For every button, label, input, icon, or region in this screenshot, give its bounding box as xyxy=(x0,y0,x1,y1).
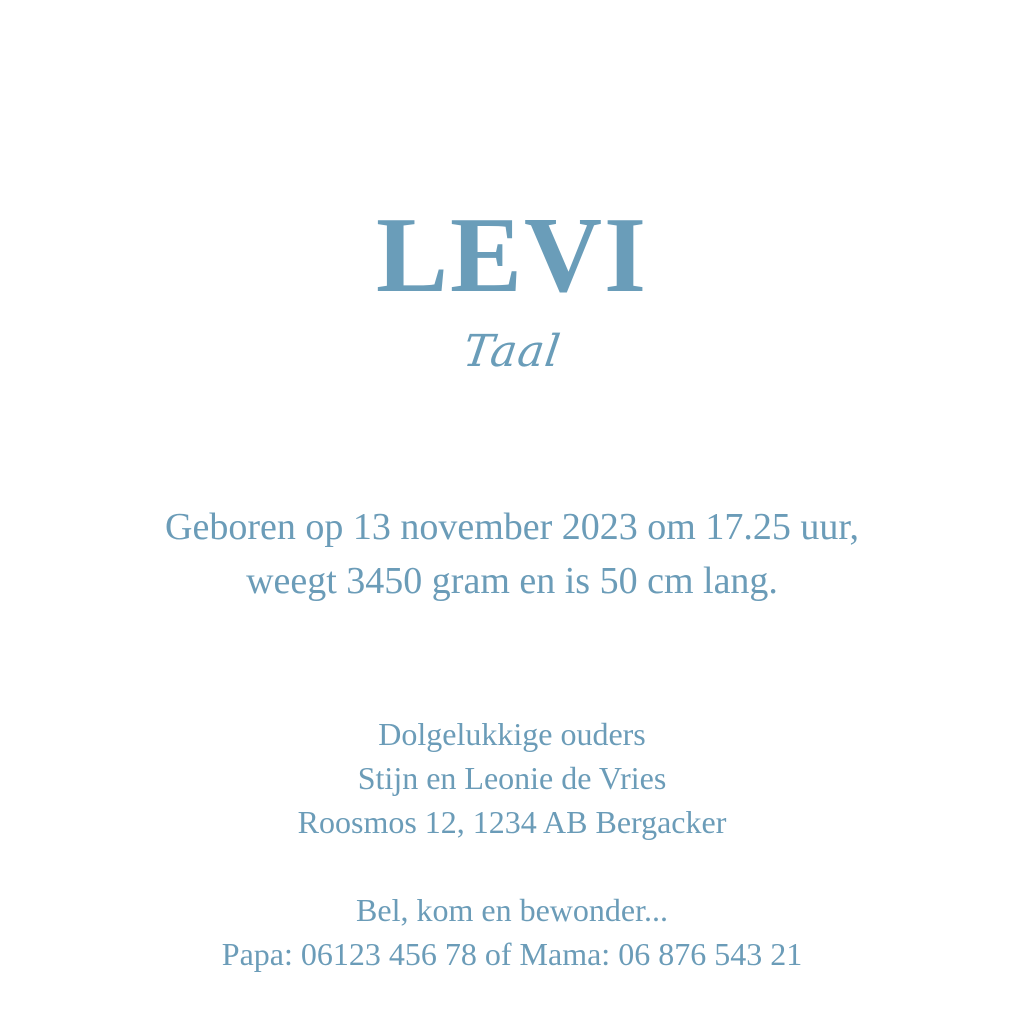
parents-heading: Dolgelukkige ouders xyxy=(378,716,646,752)
spacer xyxy=(0,844,1024,888)
home-address: Roosmos 12, 1234 AB Bergacker xyxy=(297,804,727,840)
birth-details-line-1: Geboren op 13 november 2023 om 17.25 uur, xyxy=(165,506,859,548)
parents-block xyxy=(0,712,1024,976)
parents-names: Stijn en Leonie de Vries xyxy=(357,760,667,796)
birth-details xyxy=(0,500,1024,608)
birth-details-line-2: weegt 3450 gram en is 50 cm lang. xyxy=(246,560,778,602)
visit-invite: Bel, kom en bewonder... xyxy=(356,892,668,928)
baby-first-name: LEVI xyxy=(375,196,649,315)
contact-numbers: Papa: 06123 456 78 of Mama: 06 876 543 21 xyxy=(221,936,803,972)
baby-last-name: Taal xyxy=(460,326,564,377)
